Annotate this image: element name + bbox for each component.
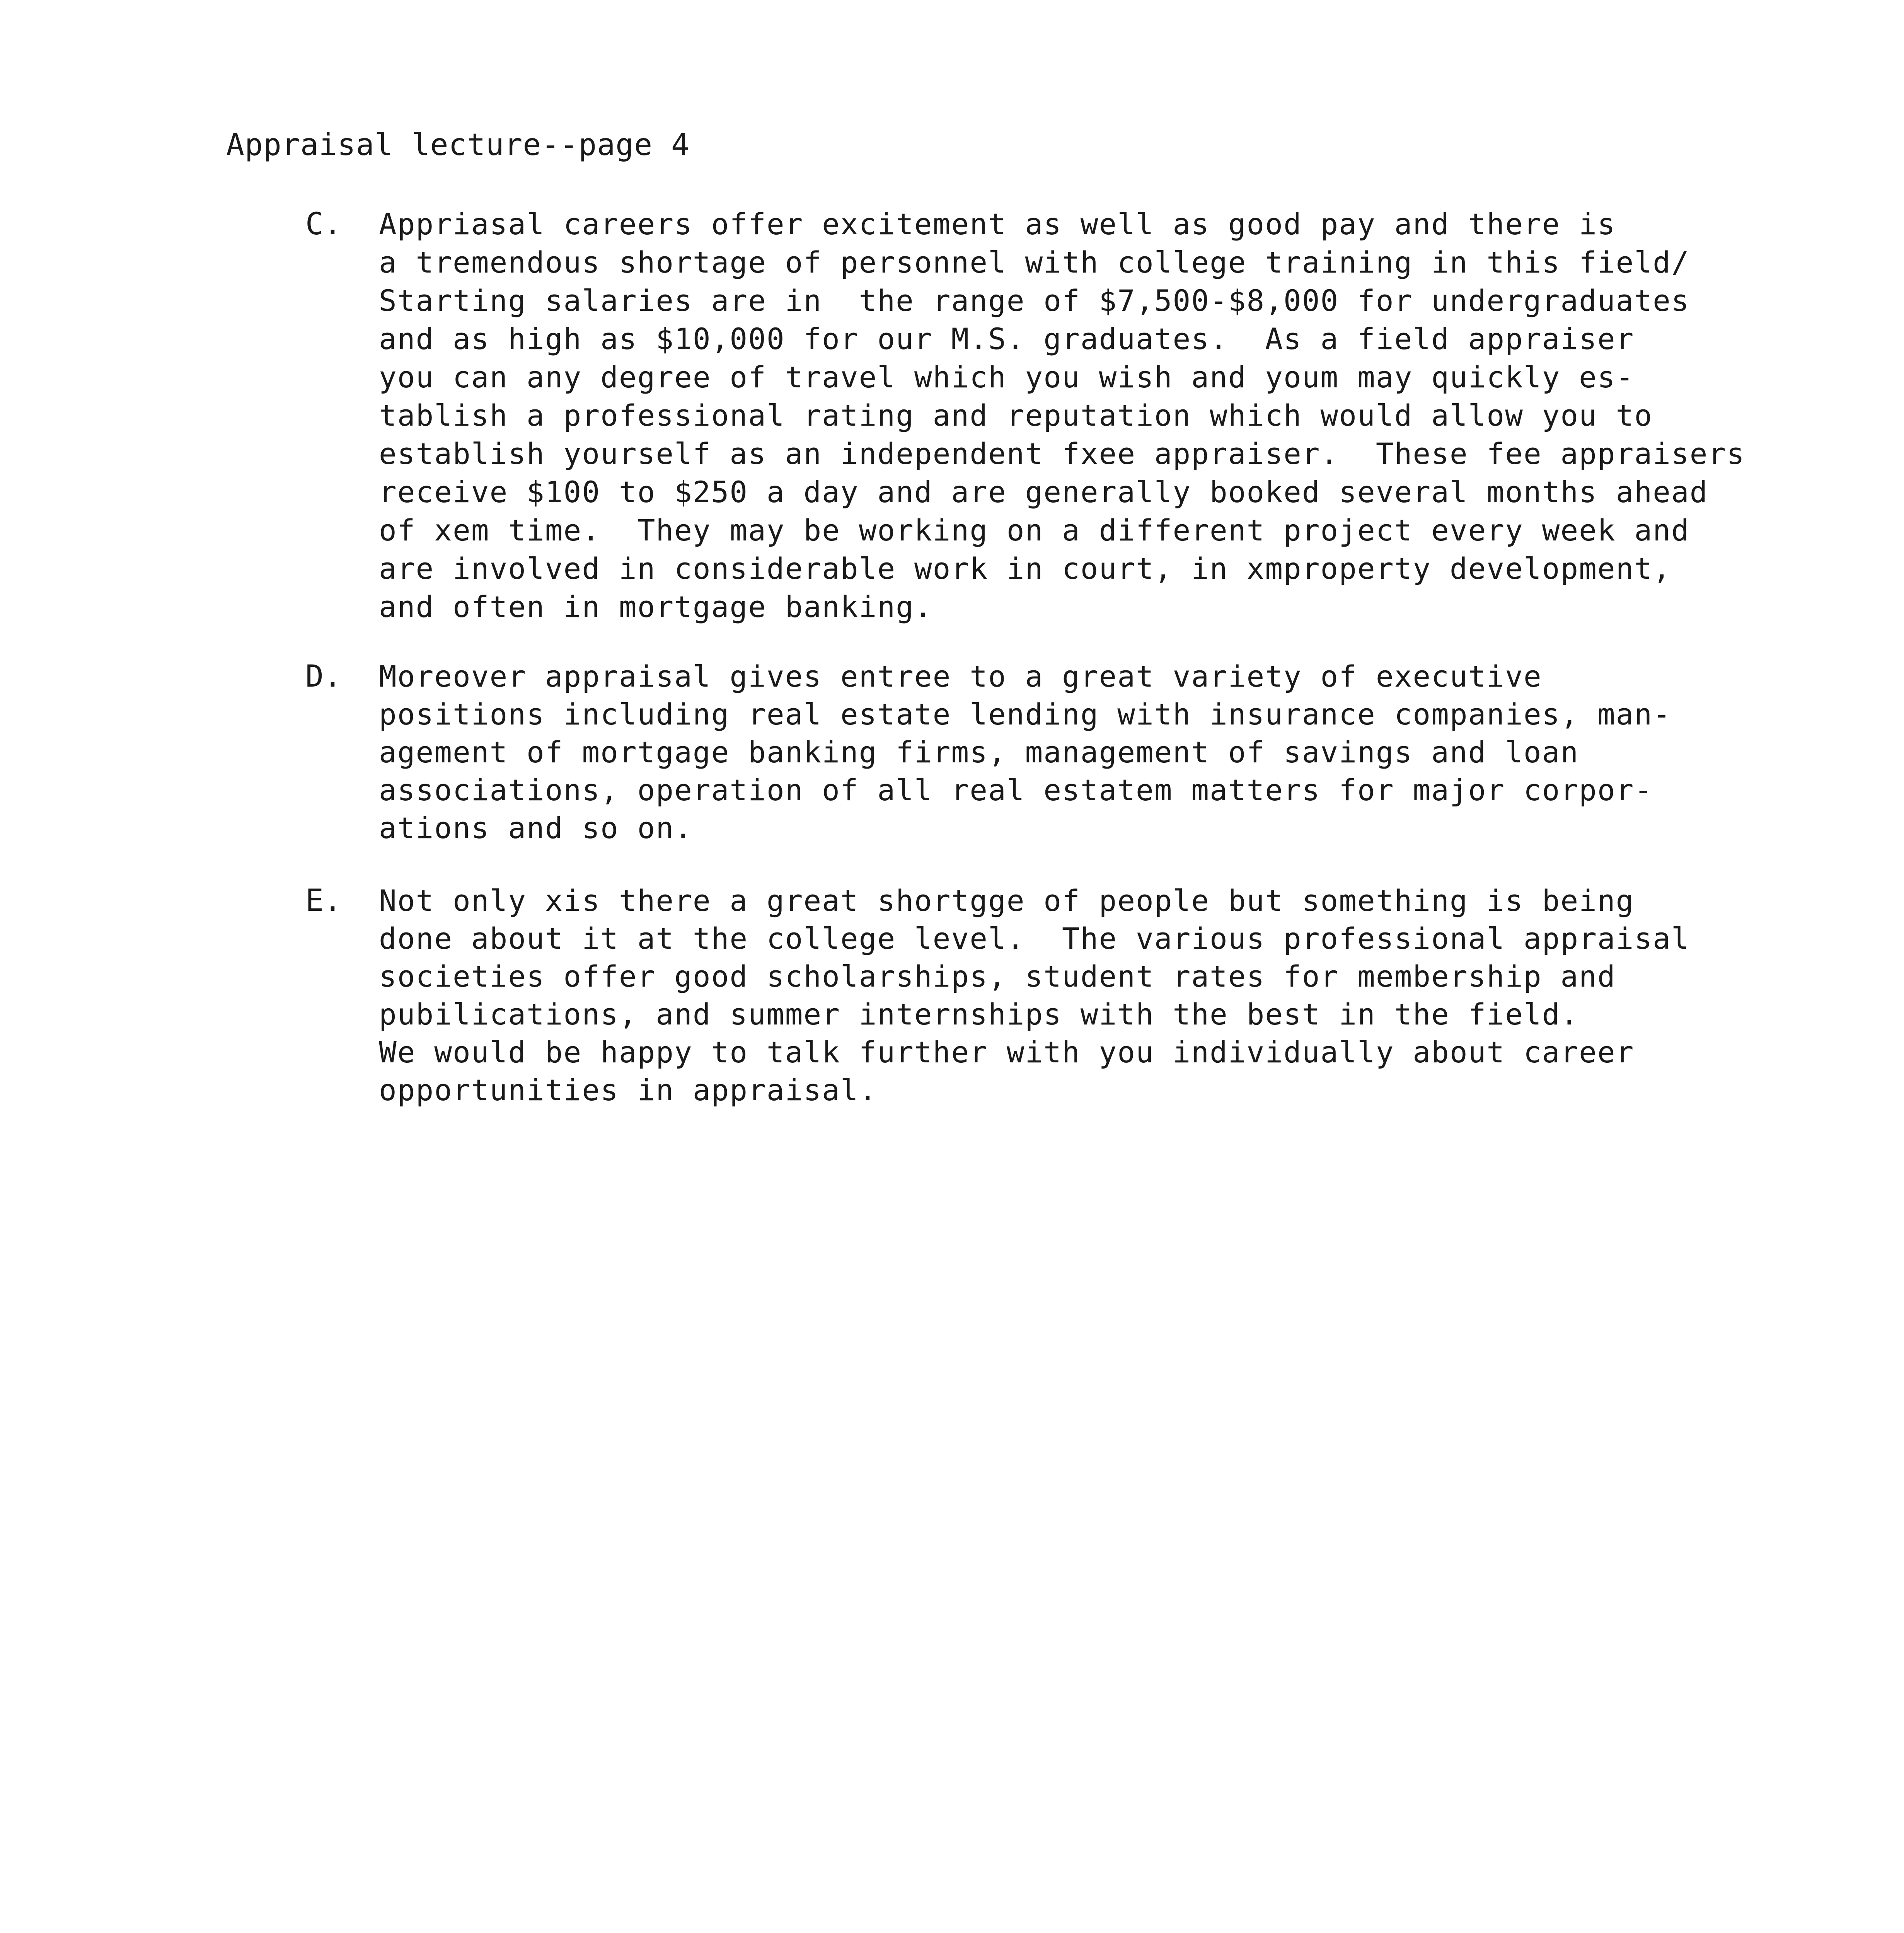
text-line: tablish a professional rating and reputation which would allow you to <box>379 398 1653 433</box>
text-line: associations, operation of all real estatem matters for major corpor- <box>379 773 1653 807</box>
section-marker: E. <box>305 883 342 918</box>
text-line: agement of mortgage banking firms, management of savings and loan <box>379 735 1579 769</box>
section-marker: D. <box>305 659 342 694</box>
section-marker: C. <box>305 207 342 242</box>
text-line: Appriasal careers offer excitement as well as good pay and there is <box>379 207 1616 241</box>
text-line: positions including real estate lending with insurance companies, man- <box>379 697 1671 731</box>
text-line: Starting salaries are in the range of $7,500-$8,000 for undergraduates <box>379 283 1690 318</box>
text-line: ations and so on. <box>379 811 693 845</box>
text-line: opportunities in appraisal. <box>379 1073 878 1107</box>
page-header: Appraisal lecture--page 4 <box>226 128 690 162</box>
text-line: We would be happy to talk further with you individually about career <box>379 1035 1635 1069</box>
text-line: Moreover appraisal gives entree to a great variety of executive <box>379 659 1542 694</box>
text-line: done about it at the college level. The various professional appraisal <box>379 921 1690 956</box>
text-line: establish yourself as an independent fxee appraiser. These fee appraisers <box>379 436 1745 471</box>
text-line: of xem time. They may be working on a different project every week and <box>379 513 1690 547</box>
text-line: societies offer good scholarships, student rates for membership and <box>379 959 1616 994</box>
text-line: are involved in considerable work in court, in xmproperty development, <box>379 551 1671 586</box>
text-line: pubilications, and summer internships with the best in the field. <box>379 997 1579 1031</box>
text-line: a tremendous shortage of personnel with college training in this field/ <box>379 245 1690 280</box>
text-line: and often in mortgage banking. <box>379 590 933 624</box>
text-line: you can any degree of travel which you wish and youm may quickly es- <box>379 360 1635 394</box>
text-line: and as high as $10,000 for our M.S. graduates. As a field appraiser <box>379 322 1635 356</box>
text-line: Not only xis there a great shortgge of people but something is being <box>379 883 1635 918</box>
text-line: receive $100 to $250 a day and are generally booked several months ahead <box>379 475 1708 509</box>
